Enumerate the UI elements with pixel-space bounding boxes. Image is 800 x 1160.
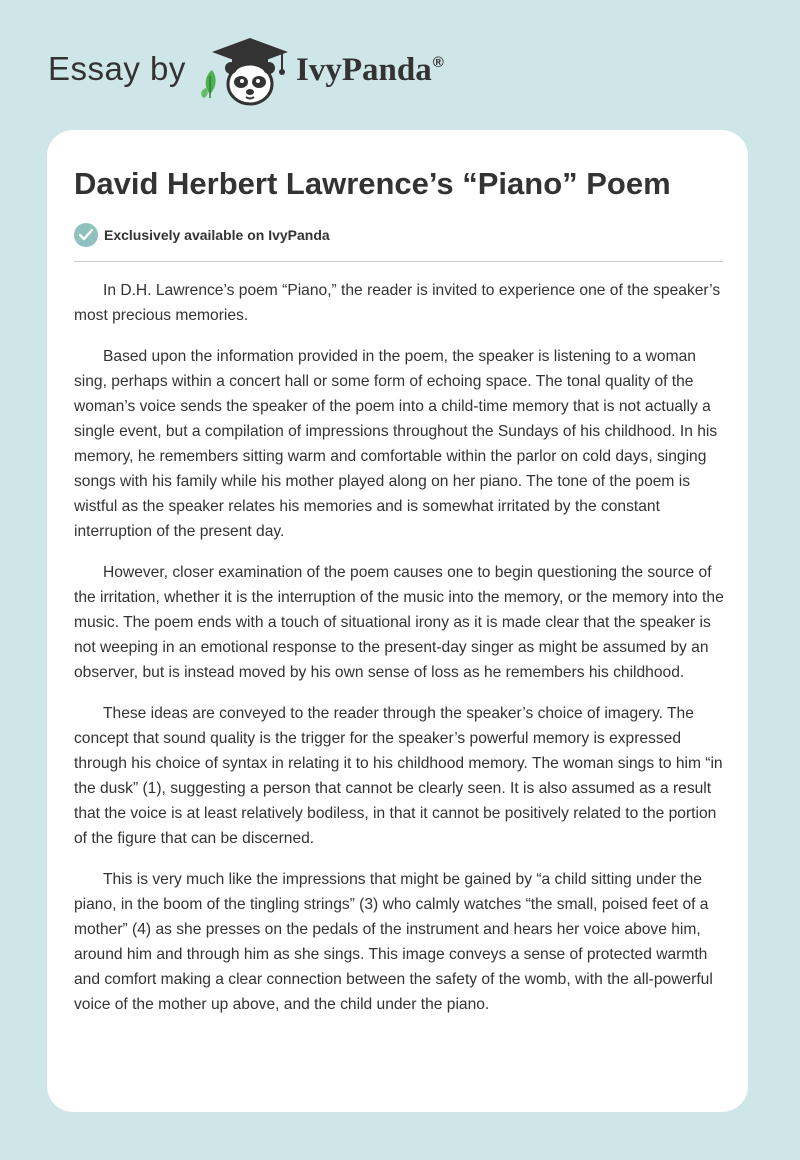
exclusive-label: Exclusively available on IvyPanda — [104, 227, 330, 243]
site-header — [0, 0, 800, 130]
essay-card — [47, 130, 748, 1112]
paragraph: This is very much like the impressions that might be gained by “a child sitting under the piano, in the boom of the tingling strings” (3) who calmly watches “the small, poised feet of a mother” (4) as she presses on the pedals of the instrument and hears her voice above him, around him and through him as she sings. This image conveys a sense of protected warmth and comfort making a clear connection between the safety of the womb, with the all-powerful voice of the mother up above, and the child under the piano. — [74, 871, 713, 1013]
page-title: David Herbert Lawrence’s “Piano” Poem — [74, 166, 671, 201]
paragraph: Based upon the information provided in the poem, the speaker is listening to a woman sing, perhaps within a concert hall or some form of echoing space. The tonal quality of the woman’s voice sends the speaker of the poem into a child-time memory that is not actually a single event, but a compilation of impressions throughout the Sundays of his childhood. In his memory, he remembers sitting warm and comfortable within the parlor on cold days, singing songs with his family while his mother played along on her piano. The tone of the poem is wistful as the speaker relates his memories and is somewhat irritated by the constant interruption of the present day. — [74, 348, 718, 540]
panda-graduation-cap-icon[interactable] — [200, 36, 292, 108]
check-icon — [74, 223, 98, 247]
paragraph: These ideas are conveyed to the reader through the speaker’s choice of imagery. The concept that sound quality is the trigger for the speaker’s powerful memory is expressed through his choice of syntax in relating it to his childhood memory. The woman sings to him “in the dusk” (1), suggesting a person that cannot be clearly seen. It is also assumed as a result that the voice is at least relatively bodiless, in that it cannot be positively related to the portion of the figure that can be discerned. — [74, 705, 723, 847]
divider — [74, 261, 723, 262]
exclusive-badge — [74, 222, 330, 248]
essay-body — [74, 278, 730, 1033]
paragraph: However, closer examination of the poem causes one to begin questioning the source of the irritation, whether it is the interruption of the music into the memory, or the memory into the music. The poem ends with a touch of situational irony as it is made clear that the speaker is not weeping in an emotional response to the present-day singer as might be assumed by an observer, but is instead moved by his own sense of loss as he remembers his childhood. — [74, 564, 724, 681]
brand-name[interactable] — [296, 52, 444, 89]
registered-mark: ® — [432, 54, 444, 71]
brand-text: IvyPanda — [296, 52, 432, 88]
essay-by-label: Essay by — [48, 50, 186, 87]
paragraph: In D.H. Lawrence’s poem “Piano,” the reader is invited to experience one of the speaker’s most precious memories. — [74, 282, 721, 324]
